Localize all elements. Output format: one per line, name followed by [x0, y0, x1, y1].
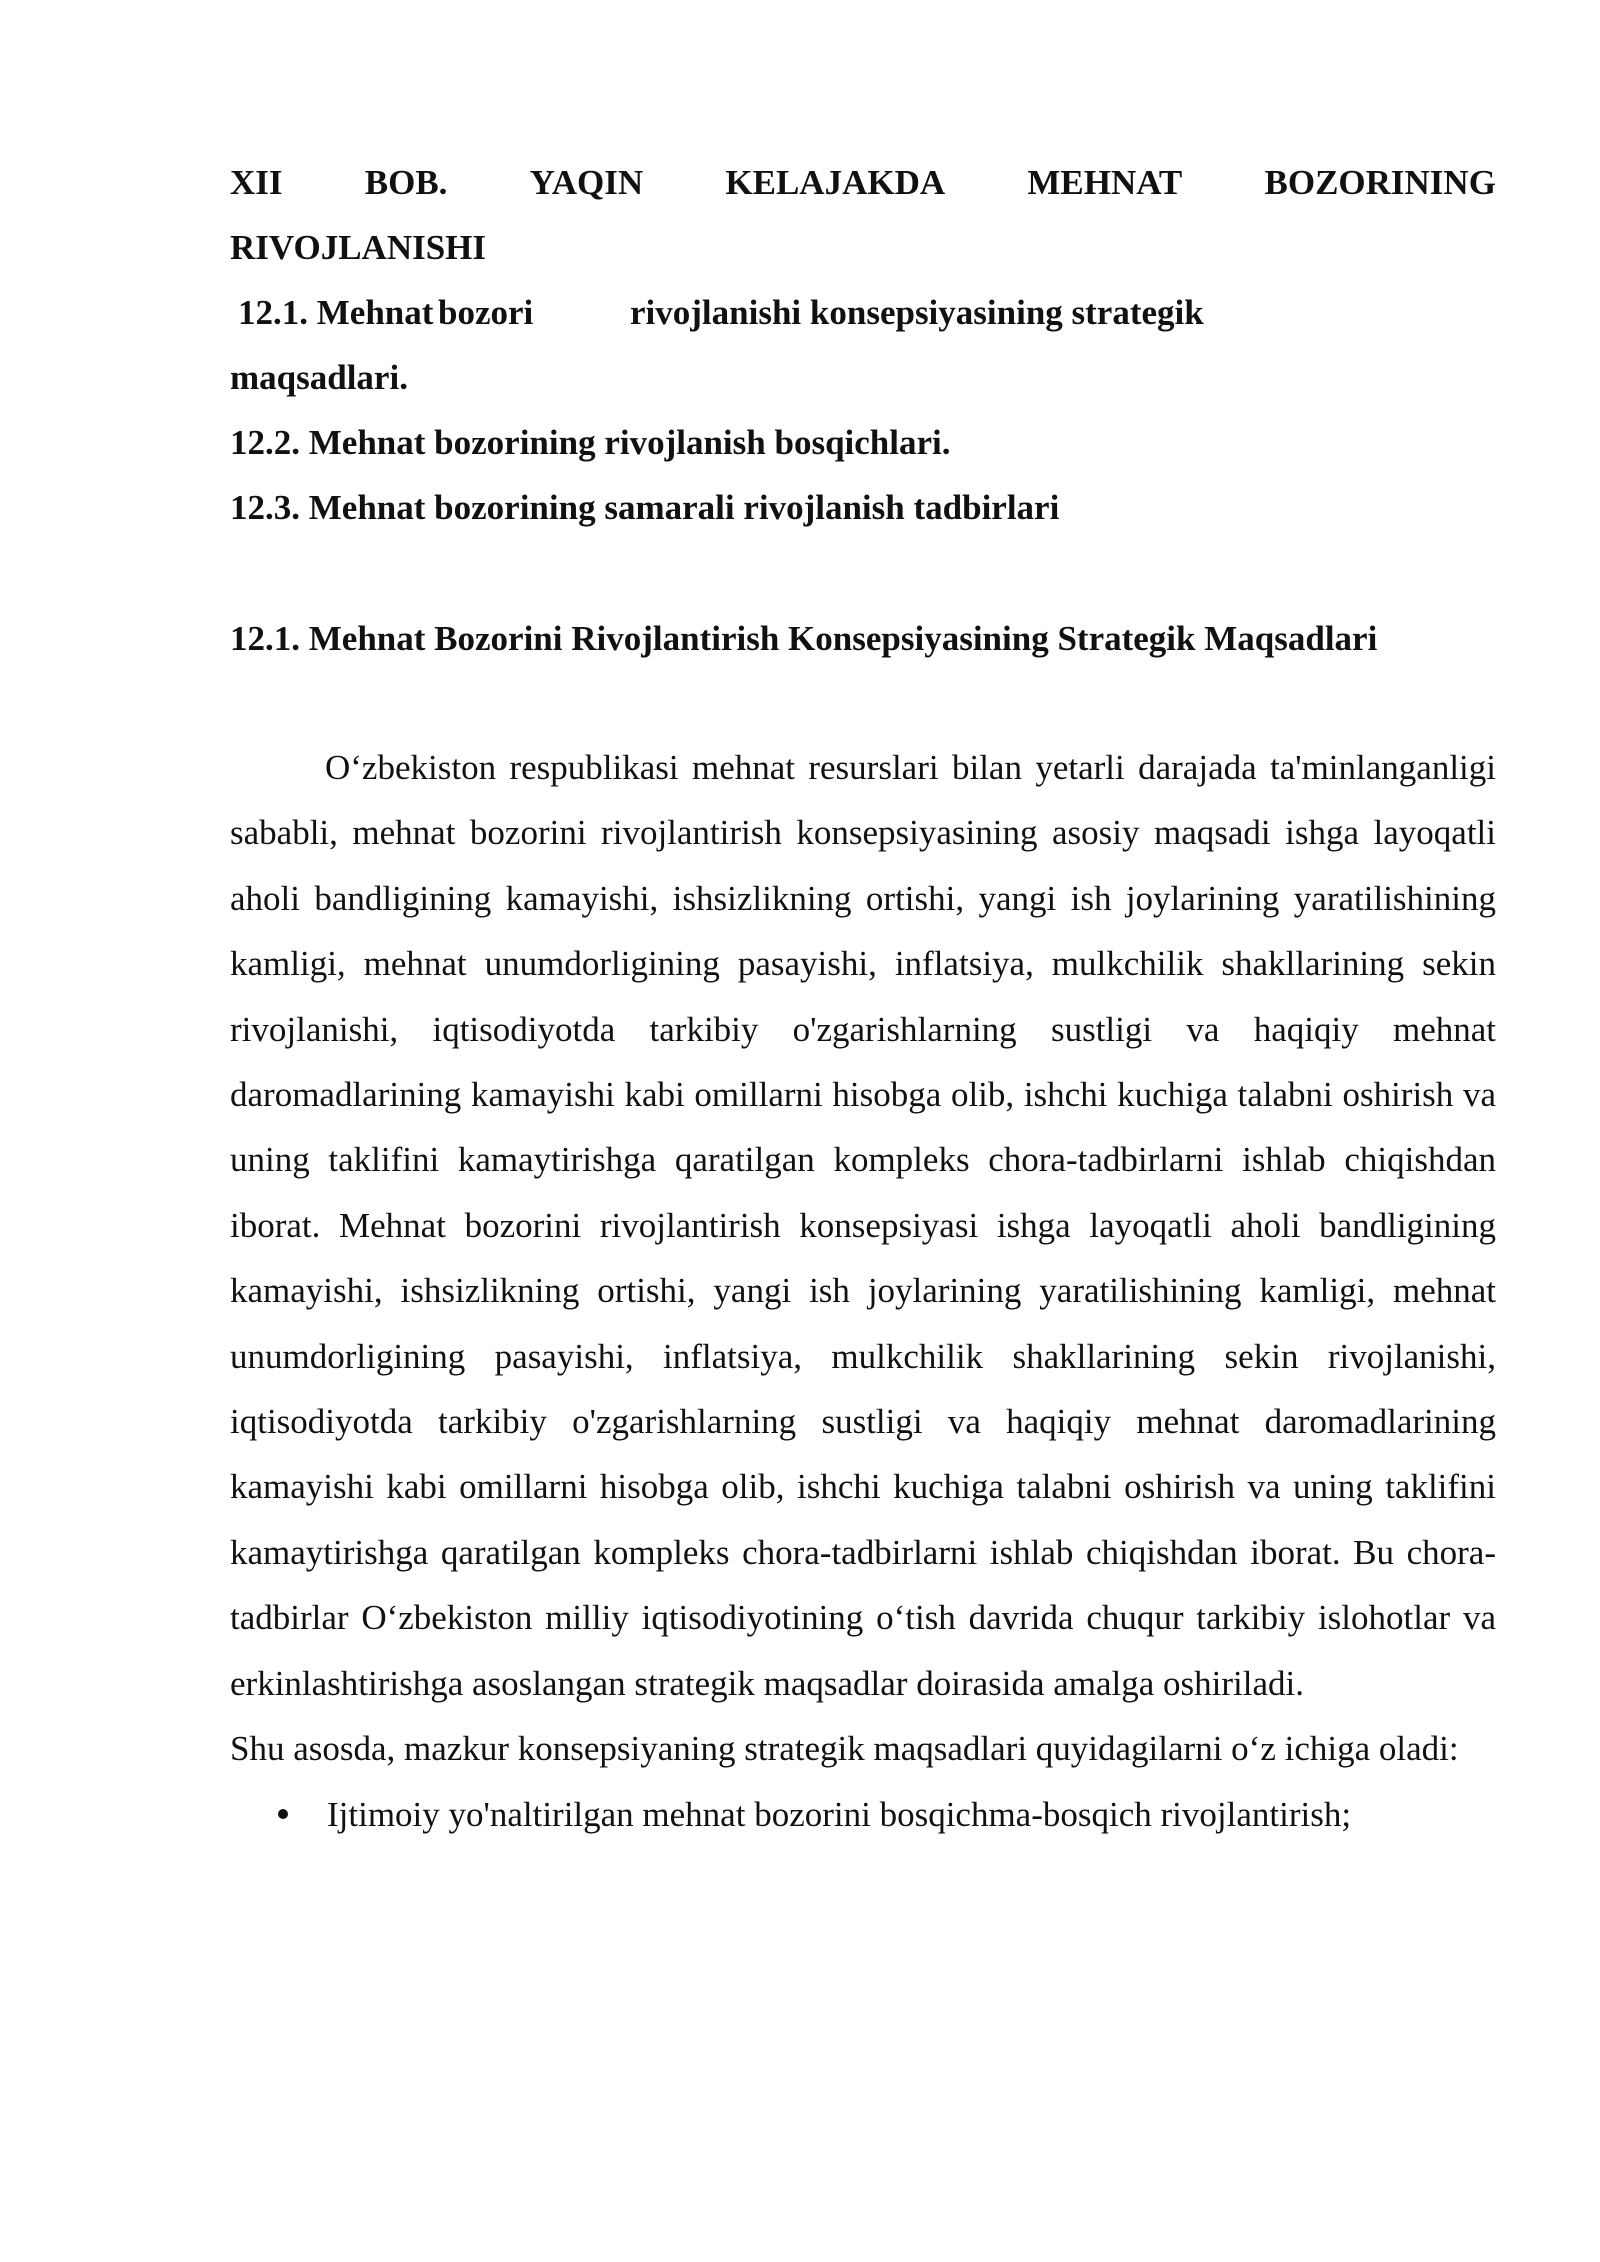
list-item-text: Ijtimoiy yo'naltirilgan mehnat bozorini bosqichma-bosqich rivojlantirish; — [327, 1794, 1352, 1834]
chapter-word: MEHNAT — [1027, 163, 1183, 202]
chapter-word: KELAJAKDA — [725, 163, 946, 202]
body-paragraph-1: O‘zbekiston respublikasi mehnat resurslari bilan yetarli darajada ta'minlanganligi sababli, mehnat bozorini rivojlantirish konsepsiyasining asosiy maqsadi ishga layoqatli aholi bandligining kamayishi, ishsizlikning ortishi, yangi ish joylarining yaratilishining kamligi, mehnat unumdorligining pasayishi, inflatsiya, mulkchilik shakllarining sekin rivojlanishi, iqtisodiyotda tarkibiy o'zgarishlarning sustligi va haqiqiy mehnat daromadlarining kamayishi kabi omillarni hisobga olib, ishchi kuchiga talabni oshirish va uning taklifini kamaytirishga qaratilgan kompleks chora-tadbirlarni ishlab chiqishdan iborat. Mehnat bozorini rivojlantirish konsepsiyasi ishga layoqatli aholi bandligining kamayishi, ishsizlikning ortishi, yangi ish joylarining yaratilishining kamligi, mehnat unumdorligining pasayishi, inflatsiya, mulkchilik shakllarining sekin rivojlanishi, iqtisodiyotda tarkibiy o'zgarishlarning sustligi va haqiqiy mehnat daromadlarining kamayishi kabi omillarni hisobga olib, ishchi kuchiga talabni oshirish va uning taklifini kamaytirishga qaratilgan kompleks chora-tadbirlarni ishlab chiqishdan iborat. Bu chora-tadbirlar O‘zbekiston milliy iqtisodiyotining o‘tish davrida chuqur tarkibiy islohotlar va erkinlashtirishga asoslangan strategik maqsadlar doirasida amalga oshiriladi. — [230, 748, 1496, 1703]
list-item — [230, 1782, 1496, 1847]
toc-item-1 — [238, 280, 1344, 345]
chapter-title-continuation: RIVOJLANISHI — [230, 228, 487, 267]
chapter-word: BOZORINING — [1264, 163, 1496, 202]
chapter-word: XII — [230, 163, 283, 202]
body-paragraph-2: Shu asosda, mazkur konsepsiyaning strategik maqsadlari quyidagilarni o‘z ichiga oladi: — [230, 1729, 1459, 1769]
chapter-word: BOB. — [364, 163, 448, 202]
toc-item-3: 12.3. Mehnat bozorining samarali rivojlanish tadbirlari — [230, 488, 1060, 527]
toc-item-1-part: 12.1. Mehnat — [238, 293, 434, 332]
toc-item-1-part: bozori — [438, 293, 534, 332]
bullet-list — [230, 1782, 1496, 1847]
toc-item-1-part: rivojlanishi konsepsiyasining strategik — [630, 293, 1204, 332]
bullet-icon — [278, 1809, 288, 1819]
section-title: 12.1. Mehnat Bozorini Rivojlantirish Konsepsiyasining Strategik Maqsadlari — [230, 619, 1378, 658]
chapter-title — [230, 150, 1496, 215]
toc-item-1-continuation: maqsadlari. — [230, 358, 408, 397]
chapter-word: YAQIN — [529, 163, 644, 202]
document-page — [230, 150, 1496, 1847]
toc-item-2: 12.2. Mehnat bozorining rivojlanish bosqichlari. — [230, 423, 951, 462]
